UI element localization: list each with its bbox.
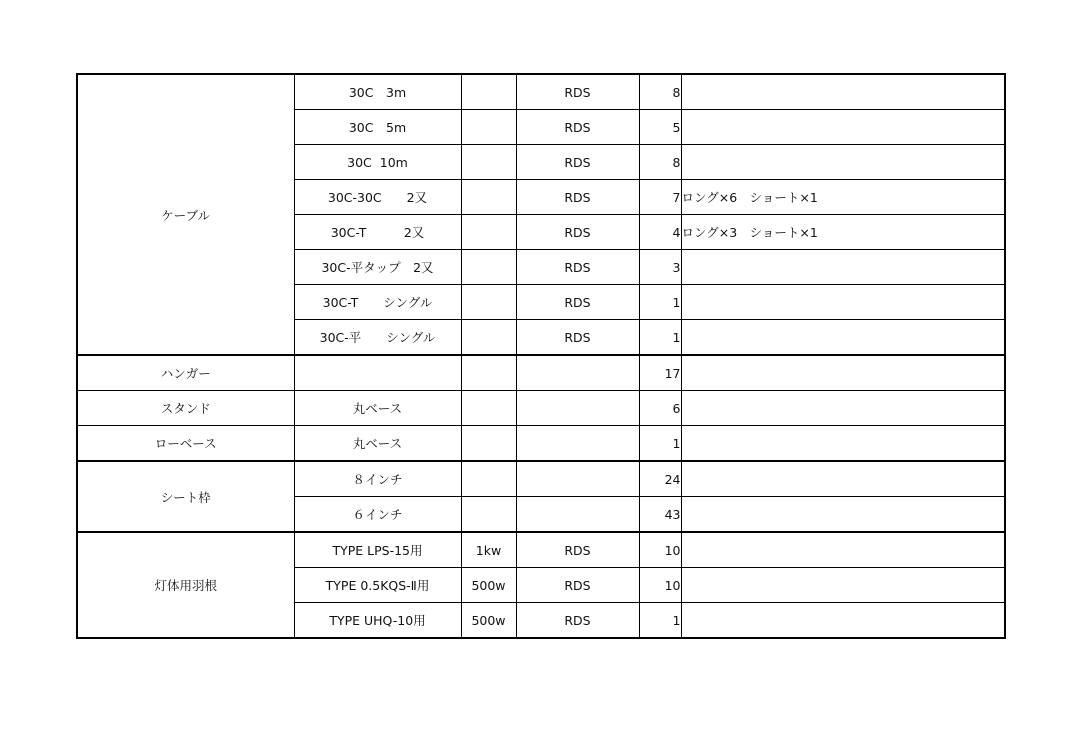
category-cell: スタンド <box>77 391 294 426</box>
item-name-cell: 30C 10m <box>294 145 461 180</box>
maker-cell: RDS <box>516 74 639 110</box>
item-name-cell: ８インチ <box>294 461 461 497</box>
item-name-cell: TYPE UHQ-10用 <box>294 603 461 639</box>
note-cell: ロング×3 ショート×1 <box>681 215 1005 250</box>
item-name-cell: 30C-30C 2又 <box>294 180 461 215</box>
quantity-cell: 43 <box>639 497 681 533</box>
note-cell <box>681 74 1005 110</box>
category-cell: ハンガー <box>77 355 294 391</box>
quantity-cell: 6 <box>639 391 681 426</box>
spec-cell <box>461 355 516 391</box>
spec-cell: 500w <box>461 568 516 603</box>
quantity-cell: 24 <box>639 461 681 497</box>
spec-cell <box>461 110 516 145</box>
spec-cell <box>461 74 516 110</box>
note-cell <box>681 461 1005 497</box>
note-cell <box>681 391 1005 426</box>
note-cell <box>681 497 1005 533</box>
item-name-cell: ６インチ <box>294 497 461 533</box>
item-name-cell: 30C-平 シングル <box>294 320 461 356</box>
table-row <box>77 355 1005 391</box>
maker-cell: RDS <box>516 568 639 603</box>
spec-cell <box>461 180 516 215</box>
maker-cell: RDS <box>516 532 639 568</box>
item-name-cell: TYPE LPS-15用 <box>294 532 461 568</box>
category-cell: ケーブル <box>77 74 294 355</box>
item-name-cell: TYPE 0.5KQS-Ⅱ用 <box>294 568 461 603</box>
spec-cell: 1kw <box>461 532 516 568</box>
maker-cell <box>516 497 639 533</box>
note-cell <box>681 426 1005 462</box>
maker-cell <box>516 426 639 462</box>
note-cell <box>681 603 1005 639</box>
note-cell <box>681 285 1005 320</box>
maker-cell: RDS <box>516 180 639 215</box>
quantity-cell: 8 <box>639 145 681 180</box>
maker-cell <box>516 391 639 426</box>
quantity-cell: 1 <box>639 426 681 462</box>
maker-cell: RDS <box>516 285 639 320</box>
table-row <box>77 74 1005 110</box>
maker-cell: RDS <box>516 145 639 180</box>
maker-cell <box>516 461 639 497</box>
category-cell: シート枠 <box>77 461 294 532</box>
table-row <box>77 391 1005 426</box>
spec-cell <box>461 391 516 426</box>
quantity-cell: 10 <box>639 532 681 568</box>
category-cell: 灯体用羽根 <box>77 532 294 638</box>
quantity-cell: 5 <box>639 110 681 145</box>
note-cell <box>681 110 1005 145</box>
item-name-cell: 30C 5m <box>294 110 461 145</box>
quantity-cell: 1 <box>639 603 681 639</box>
item-name-cell: 30C-平タップ 2又 <box>294 250 461 285</box>
category-cell: ローベース <box>77 426 294 462</box>
spec-cell <box>461 145 516 180</box>
note-cell <box>681 145 1005 180</box>
table-row <box>77 461 1005 497</box>
spec-cell <box>461 320 516 356</box>
spec-cell <box>461 215 516 250</box>
note-cell <box>681 355 1005 391</box>
note-cell <box>681 320 1005 356</box>
note-cell <box>681 568 1005 603</box>
quantity-cell: 4 <box>639 215 681 250</box>
spec-cell <box>461 461 516 497</box>
table-row <box>77 426 1005 462</box>
spec-cell <box>461 250 516 285</box>
item-name-cell: 丸ベース <box>294 391 461 426</box>
maker-cell: RDS <box>516 110 639 145</box>
spec-cell: 500w <box>461 603 516 639</box>
note-cell <box>681 250 1005 285</box>
quantity-cell: 3 <box>639 250 681 285</box>
maker-cell: RDS <box>516 215 639 250</box>
quantity-cell: 10 <box>639 568 681 603</box>
quantity-cell: 17 <box>639 355 681 391</box>
spec-cell <box>461 426 516 462</box>
item-name-cell: 丸ベース <box>294 426 461 462</box>
maker-cell: RDS <box>516 320 639 356</box>
note-cell: ロング×6 ショート×1 <box>681 180 1005 215</box>
maker-cell: RDS <box>516 603 639 639</box>
note-cell <box>681 532 1005 568</box>
equipment-inventory-table <box>76 73 1006 639</box>
item-name-cell: 30C 3m <box>294 74 461 110</box>
inventory-table-body <box>77 74 1005 638</box>
item-name-cell <box>294 355 461 391</box>
quantity-cell: 8 <box>639 74 681 110</box>
maker-cell: RDS <box>516 250 639 285</box>
item-name-cell: 30C-T 2又 <box>294 215 461 250</box>
quantity-cell: 7 <box>639 180 681 215</box>
table-row <box>77 532 1005 568</box>
spec-cell <box>461 497 516 533</box>
maker-cell <box>516 355 639 391</box>
quantity-cell: 1 <box>639 320 681 356</box>
item-name-cell: 30C-T シングル <box>294 285 461 320</box>
quantity-cell: 1 <box>639 285 681 320</box>
spec-cell <box>461 285 516 320</box>
